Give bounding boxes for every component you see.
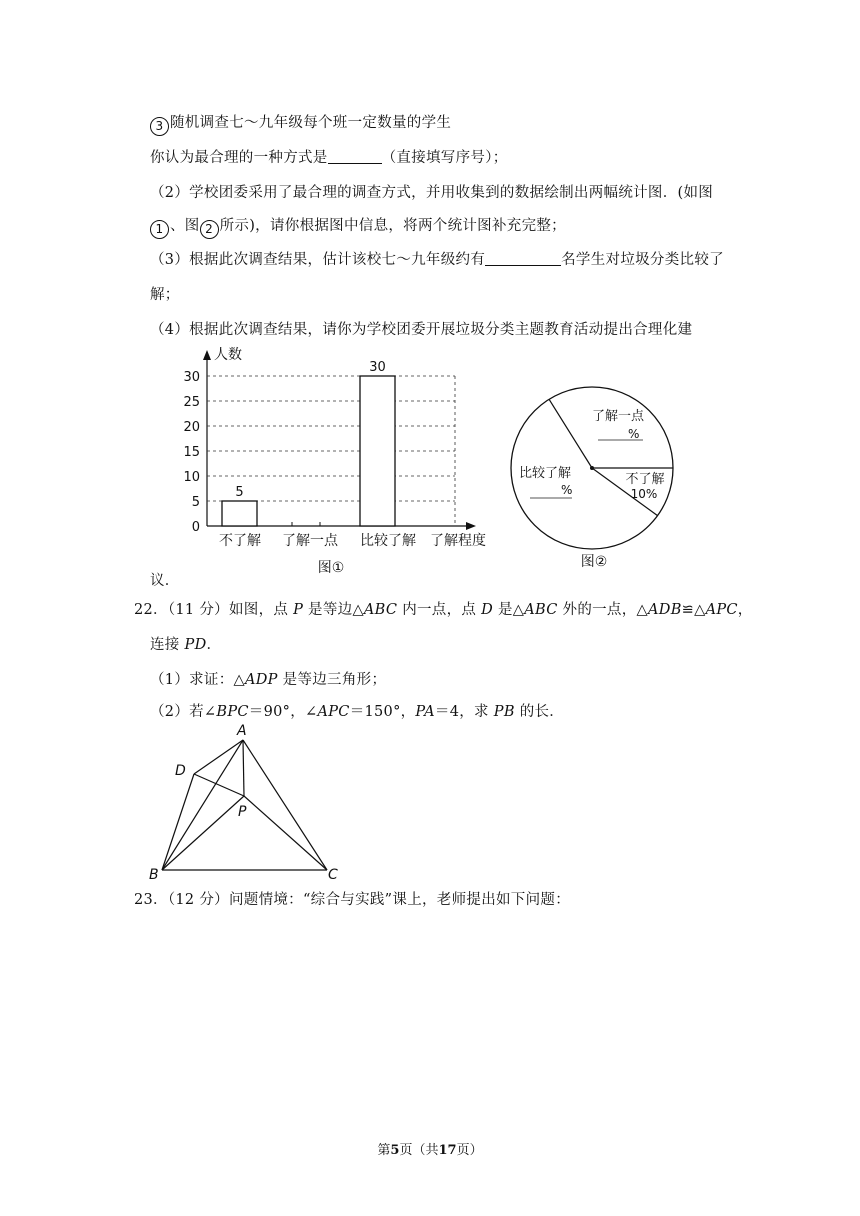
label-A: A [237, 723, 247, 739]
q23-line1: 23．（12 分）问题情境：“综合与实践”课上，老师提出如下问题： [134, 892, 570, 908]
y-tick-label: 5 [191, 495, 200, 510]
q21-part4-line2: 议． [150, 573, 180, 589]
y-tick-label: 30 [183, 370, 200, 385]
circled-number: 1 [150, 220, 169, 239]
category-label: 了解一点 [282, 533, 338, 549]
q22-part2: （2）若∠BPC＝90°，∠APC＝150°，PA＝4，求 PB 的长． [150, 704, 565, 720]
q21-part2-line2: 1 、图 2 所示)，请你根据图中信息，将两个统计图补充完整； [150, 214, 566, 239]
bar-value-label: 5 [235, 485, 244, 500]
bar [222, 501, 257, 526]
x-axis-arrow [466, 522, 476, 530]
q21-part3-line1: （3）根据此次调查结果，估计该校七～九年级约有 名学生对垃圾分类比较了 [150, 252, 724, 268]
y-tick-label: 25 [183, 395, 200, 410]
y-axis-arrow [203, 350, 211, 360]
edge-AC [243, 740, 327, 870]
slice-value: % [628, 427, 640, 441]
category-label: 不了解 [219, 533, 261, 549]
triangle-figure [140, 720, 360, 885]
pie-chart [511, 387, 673, 570]
y-axis-label: 人数 [214, 347, 242, 363]
q22-line1: 22．（11 分）如图，点 P 是等边△ABC 内一点，点 D 是△ABC 外的一点，△ADB≌△APC， [134, 602, 753, 618]
label-B: B [149, 867, 159, 883]
edge-DA [194, 740, 243, 774]
edge-PC [244, 796, 327, 870]
answer-blank[interactable] [328, 149, 382, 164]
x-axis-label: 了解程度 [430, 533, 486, 549]
answer-blank[interactable] [485, 251, 561, 266]
page-footer: 第5页（共17页） [377, 1143, 483, 1158]
label-P: P [238, 804, 247, 820]
y-tick-label: 10 [183, 470, 200, 485]
q22-line2: 连接 PD． [150, 637, 222, 653]
label-D: D [175, 763, 186, 779]
edge-AP [243, 740, 244, 796]
y-tick-label: 15 [183, 445, 200, 460]
statistics-charts [0, 340, 860, 580]
slice-label: 不了解 [625, 472, 665, 487]
slice-label: 比较了解 [518, 466, 572, 481]
bar [360, 376, 395, 526]
pie-center [590, 466, 594, 470]
q21-reason-line: 你认为最合理的一种方式是 （直接填写序号）； [150, 150, 508, 166]
y-tick-label: 0 [191, 520, 200, 535]
q21-part2-line1: （2）学校团委采用了最合理的调查方式，并用收集到的数据绘制出两幅统计图．(如图 [150, 185, 714, 201]
slice-value: 10% [630, 487, 658, 501]
slice-label: 了解一点 [591, 409, 645, 424]
figure-caption: 图① [317, 560, 345, 576]
q21-part3-line2: 解； [150, 287, 180, 303]
label-C: C [328, 867, 338, 883]
y-tick-label: 20 [183, 420, 200, 435]
slice-value: % [561, 483, 573, 497]
q21-option-3: 3 随机调查七～九年级每个班一定数量的学生 [150, 111, 451, 136]
bar-chart [183, 346, 486, 576]
q21-part4-line1: （4）根据此次调查结果，请你为学校团委开展垃圾分类主题教育活动提出合理化建 [150, 322, 693, 338]
figure-caption: 图② [580, 554, 608, 570]
circled-number: 2 [200, 220, 219, 239]
circled-number: 3 [150, 117, 169, 136]
category-label: 比较了解 [360, 533, 416, 549]
edge-DP [194, 774, 244, 796]
edge-AB [162, 740, 243, 870]
bar-value-label: 30 [369, 360, 386, 375]
q22-part1: （1）求证：△ADP 是等边三角形； [150, 672, 387, 688]
